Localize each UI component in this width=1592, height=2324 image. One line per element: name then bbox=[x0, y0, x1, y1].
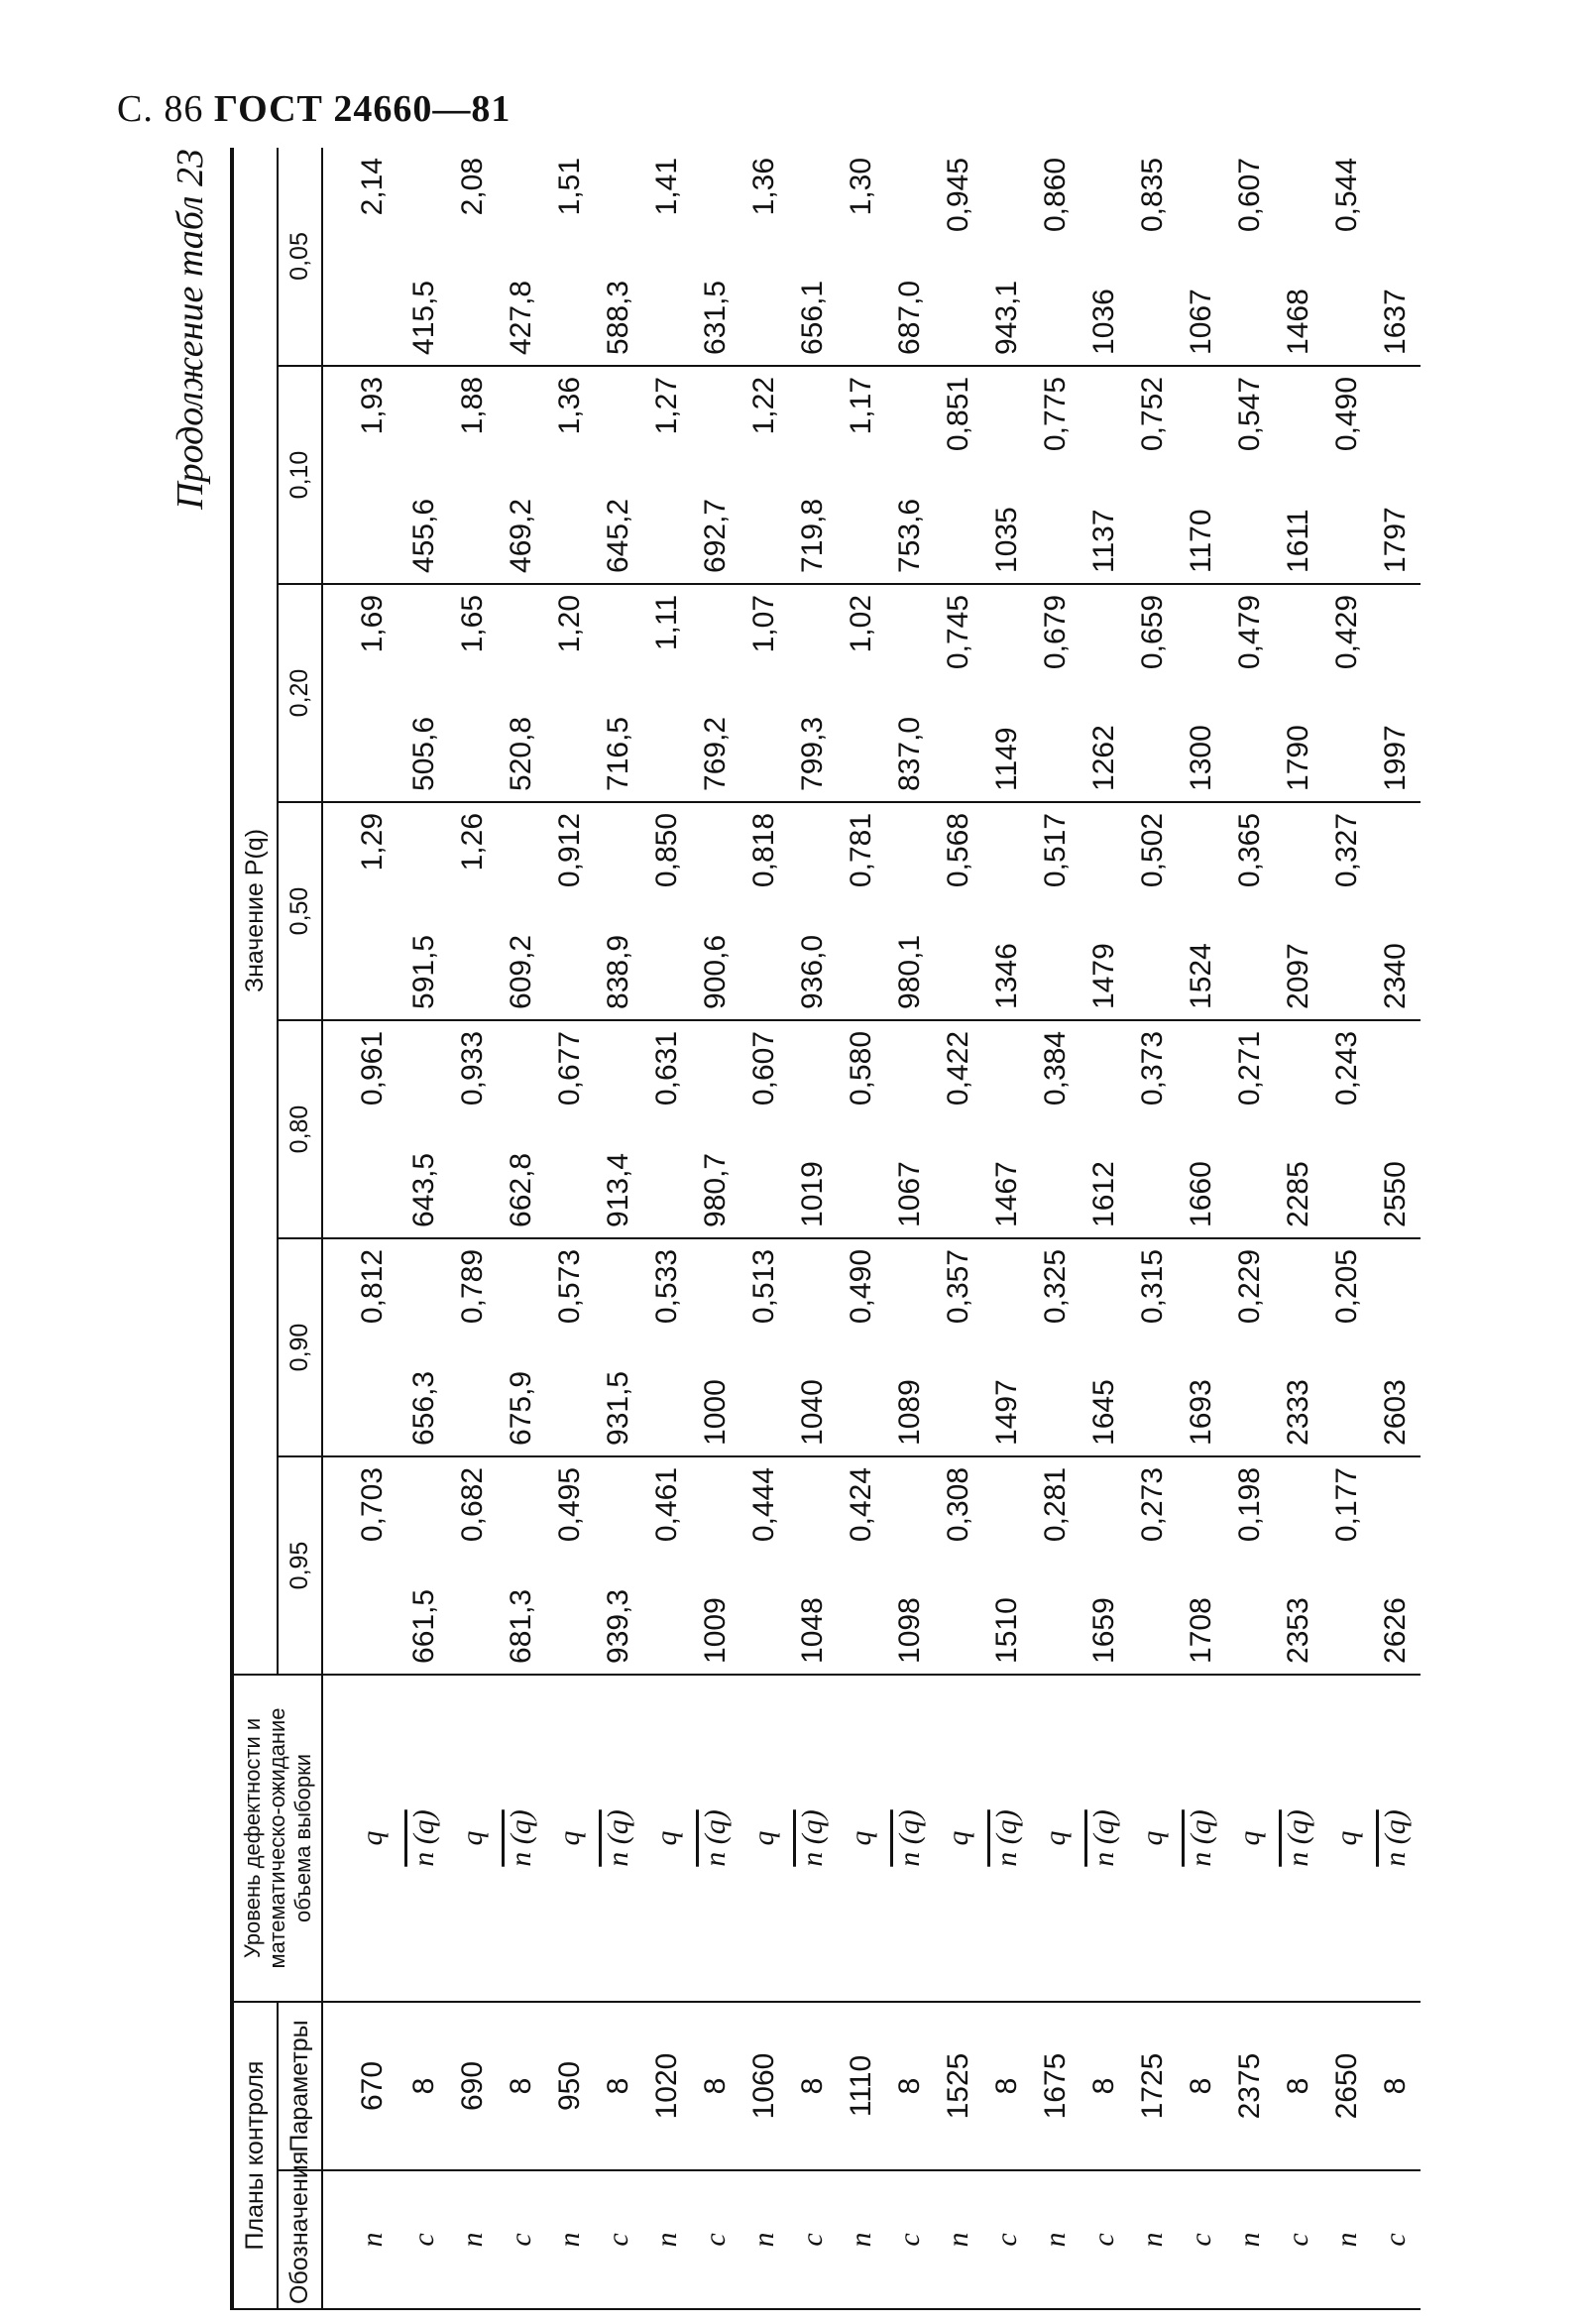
level-symbol: q bbox=[1330, 1830, 1364, 1846]
param-cell: 8 bbox=[1275, 2002, 1323, 2170]
value-cell: 1170 bbox=[1178, 366, 1226, 584]
value-cell: 2626 bbox=[1372, 1456, 1421, 1675]
param-cell: 1675 bbox=[1032, 2002, 1080, 2170]
value-cell: 0,490 bbox=[1323, 366, 1372, 584]
param-cell: 670 bbox=[322, 2002, 400, 2170]
value-cell: 0,573 bbox=[546, 1238, 595, 1456]
param-cell: 8 bbox=[400, 2002, 449, 2170]
value-cell: 1,51 bbox=[546, 148, 595, 366]
value-cell: 0,444 bbox=[740, 1456, 789, 1675]
value-cell: 799,3 bbox=[789, 584, 838, 802]
value-cell: 0,479 bbox=[1226, 584, 1275, 802]
table-row bbox=[1129, 148, 1178, 2309]
value-cell: 505,6 bbox=[400, 584, 449, 802]
param-cell: 8 bbox=[498, 2002, 546, 2170]
value-cell: 0,513 bbox=[740, 1238, 789, 1456]
value-cell: 931,5 bbox=[595, 1238, 643, 1456]
value-cell: 0,912 bbox=[546, 802, 595, 1020]
table-row bbox=[886, 148, 935, 2309]
value-cell: 0,781 bbox=[838, 802, 886, 1020]
value-cell: 2340 bbox=[1372, 802, 1421, 1020]
value-cell: 0,631 bbox=[643, 1020, 692, 1238]
level-symbol: n (q) bbox=[1379, 1809, 1413, 1867]
level-cell bbox=[1372, 1675, 1421, 2002]
value-cell: 1098 bbox=[886, 1456, 935, 1675]
value-cell: 0,229 bbox=[1226, 1238, 1275, 1456]
param-cell: 2375 bbox=[1226, 2002, 1275, 2170]
value-cell: 1,69 bbox=[322, 584, 400, 802]
value-cell: 0,607 bbox=[740, 1020, 789, 1238]
header-level: Уровень дефектности и математическо-ожидание объема выборки bbox=[232, 1675, 322, 2002]
level-cell bbox=[546, 1675, 595, 2002]
table-row bbox=[1032, 148, 1080, 2309]
level-symbol: q bbox=[355, 1830, 389, 1846]
designation-cell: c bbox=[1080, 2170, 1129, 2309]
value-cell: 0,789 bbox=[449, 1238, 498, 1456]
param-cell: 8 bbox=[595, 2002, 643, 2170]
continuation-title: Продолжение табл 23 bbox=[170, 149, 211, 510]
value-cell: 1262 bbox=[1080, 584, 1129, 802]
value-cell: 1300 bbox=[1178, 584, 1226, 802]
table-row bbox=[1372, 148, 1421, 2309]
table-row bbox=[595, 148, 643, 2309]
level-cell bbox=[1226, 1675, 1275, 2002]
level-symbol: n (q) bbox=[699, 1809, 733, 1867]
level-cell bbox=[1032, 1675, 1080, 2002]
param-cell: 8 bbox=[886, 2002, 935, 2170]
value-cell: 1,65 bbox=[449, 584, 498, 802]
value-cell: 645,2 bbox=[595, 366, 643, 584]
designation-cell: c bbox=[1275, 2170, 1323, 2309]
value-cell: 0,384 bbox=[1032, 1020, 1080, 1238]
value-cell: 1708 bbox=[1178, 1456, 1226, 1675]
level-cell bbox=[935, 1675, 983, 2002]
value-cell: 2353 bbox=[1275, 1456, 1323, 1675]
value-cell: 1000 bbox=[692, 1238, 740, 1456]
table-row bbox=[322, 148, 400, 2309]
level-cell bbox=[983, 1675, 1032, 2002]
designation-cell: n bbox=[546, 2170, 595, 2309]
value-cell: 0,422 bbox=[935, 1020, 983, 1238]
level-cell bbox=[838, 1675, 886, 2002]
table-row bbox=[1080, 148, 1129, 2309]
value-cell: 520,8 bbox=[498, 584, 546, 802]
value-cell: 0,677 bbox=[546, 1020, 595, 1238]
param-cell: 1525 bbox=[935, 2002, 983, 2170]
value-cell: 2550 bbox=[1372, 1020, 1421, 1238]
header-designation: Обозначения bbox=[278, 2170, 322, 2309]
value-cell: 1,41 bbox=[643, 148, 692, 366]
level-cell bbox=[789, 1675, 838, 2002]
value-cell: 0,490 bbox=[838, 1238, 886, 1456]
level-symbol: n (q) bbox=[796, 1809, 830, 1867]
value-cell: 0,812 bbox=[322, 1238, 400, 1456]
table-row bbox=[400, 148, 449, 2309]
level-symbol: q bbox=[942, 1830, 975, 1846]
table-row bbox=[740, 148, 789, 2309]
value-cell: 1,17 bbox=[838, 366, 886, 584]
value-cell: 1,02 bbox=[838, 584, 886, 802]
level-symbol: q bbox=[845, 1830, 878, 1846]
value-cell: 692,7 bbox=[692, 366, 740, 584]
designation-cell: c bbox=[498, 2170, 546, 2309]
value-cell: 2,08 bbox=[449, 148, 498, 366]
param-cell: 1725 bbox=[1129, 2002, 1178, 2170]
value-cell: 1,27 bbox=[643, 366, 692, 584]
level-cell bbox=[1080, 1675, 1129, 2002]
value-cell: 2603 bbox=[1372, 1238, 1421, 1456]
designation-cell: c bbox=[1178, 2170, 1226, 2309]
level-cell bbox=[1323, 1675, 1372, 2002]
designation-cell: n bbox=[449, 2170, 498, 2309]
designation-cell: n bbox=[838, 2170, 886, 2309]
value-cell: 0,745 bbox=[935, 584, 983, 802]
header-p-level: 0,80 bbox=[278, 1020, 322, 1238]
level-symbol: q bbox=[650, 1830, 684, 1846]
value-cell: 1,20 bbox=[546, 584, 595, 802]
designation-cell: n bbox=[1226, 2170, 1275, 2309]
value-cell: 687,0 bbox=[886, 148, 935, 366]
value-cell: 1497 bbox=[983, 1238, 1032, 1456]
value-cell: 609,2 bbox=[498, 802, 546, 1020]
value-cell: 1040 bbox=[789, 1238, 838, 1456]
level-symbol: q bbox=[1233, 1830, 1267, 1846]
param-cell: 8 bbox=[789, 2002, 838, 2170]
value-cell: 0,373 bbox=[1129, 1020, 1178, 1238]
value-cell: 427,8 bbox=[498, 148, 546, 366]
rotated-table-block bbox=[169, 149, 1467, 2310]
value-cell: 0,273 bbox=[1129, 1456, 1178, 1675]
param-cell: 1060 bbox=[740, 2002, 789, 2170]
table-row bbox=[935, 148, 983, 2309]
value-cell: 588,3 bbox=[595, 148, 643, 366]
value-cell: 1,88 bbox=[449, 366, 498, 584]
designation-cell: n bbox=[1032, 2170, 1080, 2309]
value-cell: 0,325 bbox=[1032, 1238, 1080, 1456]
table-row bbox=[983, 148, 1032, 2309]
value-cell: 656,1 bbox=[789, 148, 838, 366]
value-cell: 0,243 bbox=[1323, 1020, 1372, 1238]
value-cell: 1137 bbox=[1080, 366, 1129, 584]
value-cell: 0,850 bbox=[643, 802, 692, 1020]
value-cell: 1467 bbox=[983, 1020, 1032, 1238]
value-cell: 0,271 bbox=[1226, 1020, 1275, 1238]
param-cell: 1110 bbox=[838, 2002, 886, 2170]
level-symbol: n (q) bbox=[1185, 1809, 1218, 1867]
table-body bbox=[322, 148, 1421, 2309]
header-plans: Планы контроля bbox=[232, 2002, 278, 2309]
value-cell: 0,198 bbox=[1226, 1456, 1275, 1675]
value-cell: 1612 bbox=[1080, 1020, 1129, 1238]
level-symbol: q bbox=[747, 1830, 781, 1846]
value-cell: 1524 bbox=[1178, 802, 1226, 1020]
level-symbol: q bbox=[553, 1830, 587, 1846]
value-cell: 0,357 bbox=[935, 1238, 983, 1456]
value-cell: 1,29 bbox=[322, 802, 400, 1020]
value-cell: 1660 bbox=[1178, 1020, 1226, 1238]
header-values: Значение P(q) bbox=[232, 148, 278, 1675]
value-cell: 0,961 bbox=[322, 1020, 400, 1238]
data-table bbox=[230, 148, 1421, 2310]
value-cell: 900,6 bbox=[692, 802, 740, 1020]
value-cell: 631,5 bbox=[692, 148, 740, 366]
value-cell: 1,36 bbox=[546, 366, 595, 584]
designation-cell: c bbox=[1372, 2170, 1421, 2309]
designation-cell: n bbox=[322, 2170, 400, 2309]
value-cell: 675,9 bbox=[498, 1238, 546, 1456]
value-cell: 716,5 bbox=[595, 584, 643, 802]
value-cell: 0,315 bbox=[1129, 1238, 1178, 1456]
value-cell: 769,2 bbox=[692, 584, 740, 802]
value-cell: 1,93 bbox=[322, 366, 400, 584]
value-cell: 0,544 bbox=[1323, 148, 1372, 366]
level-cell bbox=[740, 1675, 789, 2002]
value-cell: 0,424 bbox=[838, 1456, 886, 1675]
level-cell bbox=[1129, 1675, 1178, 2002]
level-symbol: n (q) bbox=[505, 1809, 538, 1867]
header-p-level: 0,20 bbox=[278, 584, 322, 802]
level-symbol: q bbox=[1039, 1830, 1073, 1846]
value-cell: 1067 bbox=[886, 1020, 935, 1238]
value-cell: 591,5 bbox=[400, 802, 449, 1020]
value-cell: 1036 bbox=[1080, 148, 1129, 366]
value-cell: 0,568 bbox=[935, 802, 983, 1020]
level-cell bbox=[449, 1675, 498, 2002]
value-cell: 0,659 bbox=[1129, 584, 1178, 802]
value-cell: 455,6 bbox=[400, 366, 449, 584]
value-cell: 1089 bbox=[886, 1238, 935, 1456]
param-cell: 8 bbox=[1372, 2002, 1421, 2170]
table-row bbox=[692, 148, 740, 2309]
value-cell: 1346 bbox=[983, 802, 1032, 1020]
value-cell: 662,8 bbox=[498, 1020, 546, 1238]
level-cell bbox=[400, 1675, 449, 2002]
param-cell: 2650 bbox=[1323, 2002, 1372, 2170]
value-cell: 1659 bbox=[1080, 1456, 1129, 1675]
param-cell: 690 bbox=[449, 2002, 498, 2170]
value-cell: 1,30 bbox=[838, 148, 886, 366]
value-cell: 980,1 bbox=[886, 802, 935, 1020]
designation-cell: n bbox=[1323, 2170, 1372, 2309]
page-number: С. 86 bbox=[117, 88, 204, 130]
value-cell: 1693 bbox=[1178, 1238, 1226, 1456]
value-cell: 0,933 bbox=[449, 1020, 498, 1238]
designation-cell: n bbox=[643, 2170, 692, 2309]
value-cell: 837,0 bbox=[886, 584, 935, 802]
header-p-level: 0,95 bbox=[278, 1456, 322, 1675]
designation-cell: c bbox=[983, 2170, 1032, 2309]
standard-code: ГОСТ 24660—81 bbox=[213, 88, 512, 130]
value-cell: 1035 bbox=[983, 366, 1032, 584]
designation-cell: c bbox=[789, 2170, 838, 2309]
value-cell: 0,752 bbox=[1129, 366, 1178, 584]
value-cell: 1468 bbox=[1275, 148, 1323, 366]
value-cell: 643,5 bbox=[400, 1020, 449, 1238]
value-cell: 1,22 bbox=[740, 366, 789, 584]
value-cell: 0,495 bbox=[546, 1456, 595, 1675]
value-cell: 936,0 bbox=[789, 802, 838, 1020]
value-cell: 0,607 bbox=[1226, 148, 1275, 366]
level-symbol: n (q) bbox=[893, 1809, 927, 1867]
value-cell: 0,177 bbox=[1323, 1456, 1372, 1675]
value-cell: 0,281 bbox=[1032, 1456, 1080, 1675]
designation-cell: c bbox=[400, 2170, 449, 2309]
value-cell: 0,308 bbox=[935, 1456, 983, 1675]
value-cell: 0,205 bbox=[1323, 1238, 1372, 1456]
level-cell bbox=[1275, 1675, 1323, 2002]
value-cell: 0,703 bbox=[322, 1456, 400, 1675]
value-cell: 2,14 bbox=[322, 148, 400, 366]
designation-cell: c bbox=[692, 2170, 740, 2309]
designation-cell: n bbox=[935, 2170, 983, 2309]
value-cell: 661,5 bbox=[400, 1456, 449, 1675]
value-cell: 1637 bbox=[1372, 148, 1421, 366]
value-cell: 0,547 bbox=[1226, 366, 1275, 584]
value-cell: 0,945 bbox=[935, 148, 983, 366]
value-cell: 943,1 bbox=[983, 148, 1032, 366]
value-cell: 1009 bbox=[692, 1456, 740, 1675]
table-row bbox=[498, 148, 546, 2309]
param-cell: 8 bbox=[1178, 2002, 1226, 2170]
level-symbol: n (q) bbox=[990, 1809, 1024, 1867]
value-cell: 0,502 bbox=[1129, 802, 1178, 1020]
table-row bbox=[789, 148, 838, 2309]
value-cell: 0,461 bbox=[643, 1456, 692, 1675]
value-cell: 1479 bbox=[1080, 802, 1129, 1020]
designation-cell: n bbox=[740, 2170, 789, 2309]
level-cell bbox=[886, 1675, 935, 2002]
level-cell bbox=[1178, 1675, 1226, 2002]
level-cell bbox=[595, 1675, 643, 2002]
table-row bbox=[1226, 148, 1275, 2309]
value-cell: 681,3 bbox=[498, 1456, 546, 1675]
header-p-level: 0,10 bbox=[278, 366, 322, 584]
value-cell: 1510 bbox=[983, 1456, 1032, 1675]
param-cell: 8 bbox=[692, 2002, 740, 2170]
value-cell: 0,533 bbox=[643, 1238, 692, 1456]
header-p-level: 0,90 bbox=[278, 1238, 322, 1456]
value-cell: 1,36 bbox=[740, 148, 789, 366]
value-cell: 1,26 bbox=[449, 802, 498, 1020]
level-symbol: n (q) bbox=[1087, 1809, 1121, 1867]
table-row bbox=[546, 148, 595, 2309]
designation-cell: n bbox=[1129, 2170, 1178, 2309]
value-cell: 2333 bbox=[1275, 1238, 1323, 1456]
value-cell: 0,580 bbox=[838, 1020, 886, 1238]
header-params: Параметры bbox=[278, 2002, 322, 2170]
value-cell: 1,11 bbox=[643, 584, 692, 802]
value-cell: 1997 bbox=[1372, 584, 1421, 802]
value-cell: 0,860 bbox=[1032, 148, 1080, 366]
value-cell: 1149 bbox=[983, 584, 1032, 802]
value-cell: 1019 bbox=[789, 1020, 838, 1238]
value-cell: 0,682 bbox=[449, 1456, 498, 1675]
table-row bbox=[1323, 148, 1372, 2309]
value-cell: 0,679 bbox=[1032, 584, 1080, 802]
value-cell: 1645 bbox=[1080, 1238, 1129, 1456]
value-cell: 753,6 bbox=[886, 366, 935, 584]
level-cell bbox=[643, 1675, 692, 2002]
value-cell: 0,429 bbox=[1323, 584, 1372, 802]
designation-cell: c bbox=[886, 2170, 935, 2309]
value-cell: 0,775 bbox=[1032, 366, 1080, 584]
table-row bbox=[1178, 148, 1226, 2309]
value-cell: 1048 bbox=[789, 1456, 838, 1675]
value-cell: 1067 bbox=[1178, 148, 1226, 366]
value-cell: 939,3 bbox=[595, 1456, 643, 1675]
value-cell: 719,8 bbox=[789, 366, 838, 584]
value-cell: 1797 bbox=[1372, 366, 1421, 584]
value-cell: 656,3 bbox=[400, 1238, 449, 1456]
table-row bbox=[838, 148, 886, 2309]
value-cell: 980,7 bbox=[692, 1020, 740, 1238]
value-cell: 1,07 bbox=[740, 584, 789, 802]
value-cell: 0,818 bbox=[740, 802, 789, 1020]
param-cell: 8 bbox=[983, 2002, 1032, 2170]
table-row bbox=[1275, 148, 1323, 2309]
value-cell: 415,5 bbox=[400, 148, 449, 366]
value-cell: 469,2 bbox=[498, 366, 546, 584]
value-cell: 1790 bbox=[1275, 584, 1323, 802]
value-cell: 2097 bbox=[1275, 802, 1323, 1020]
value-cell: 913,4 bbox=[595, 1020, 643, 1238]
value-cell: 2285 bbox=[1275, 1020, 1323, 1238]
designation-cell: c bbox=[595, 2170, 643, 2309]
value-cell: 0,327 bbox=[1323, 802, 1372, 1020]
level-symbol: q bbox=[456, 1830, 490, 1846]
value-cell: 0,365 bbox=[1226, 802, 1275, 1020]
level-symbol: q bbox=[1136, 1830, 1170, 1846]
value-cell: 0,835 bbox=[1129, 148, 1178, 366]
param-cell: 950 bbox=[546, 2002, 595, 2170]
value-cell: 1611 bbox=[1275, 366, 1323, 584]
value-cell: 0,851 bbox=[935, 366, 983, 584]
header-p-level: 0,05 bbox=[278, 148, 322, 366]
table-row bbox=[643, 148, 692, 2309]
level-cell bbox=[322, 1675, 400, 2002]
page-header bbox=[117, 87, 511, 131]
level-symbol: n (q) bbox=[407, 1809, 441, 1867]
level-cell bbox=[692, 1675, 740, 2002]
value-cell: 0,517 bbox=[1032, 802, 1080, 1020]
table-row bbox=[449, 148, 498, 2309]
value-cell: 838,9 bbox=[595, 802, 643, 1020]
level-symbol: n (q) bbox=[602, 1809, 635, 1867]
param-cell: 8 bbox=[1080, 2002, 1129, 2170]
header-p-level: 0,50 bbox=[278, 802, 322, 1020]
param-cell: 1020 bbox=[643, 2002, 692, 2170]
level-symbol: n (q) bbox=[1282, 1809, 1315, 1867]
level-cell bbox=[498, 1675, 546, 2002]
